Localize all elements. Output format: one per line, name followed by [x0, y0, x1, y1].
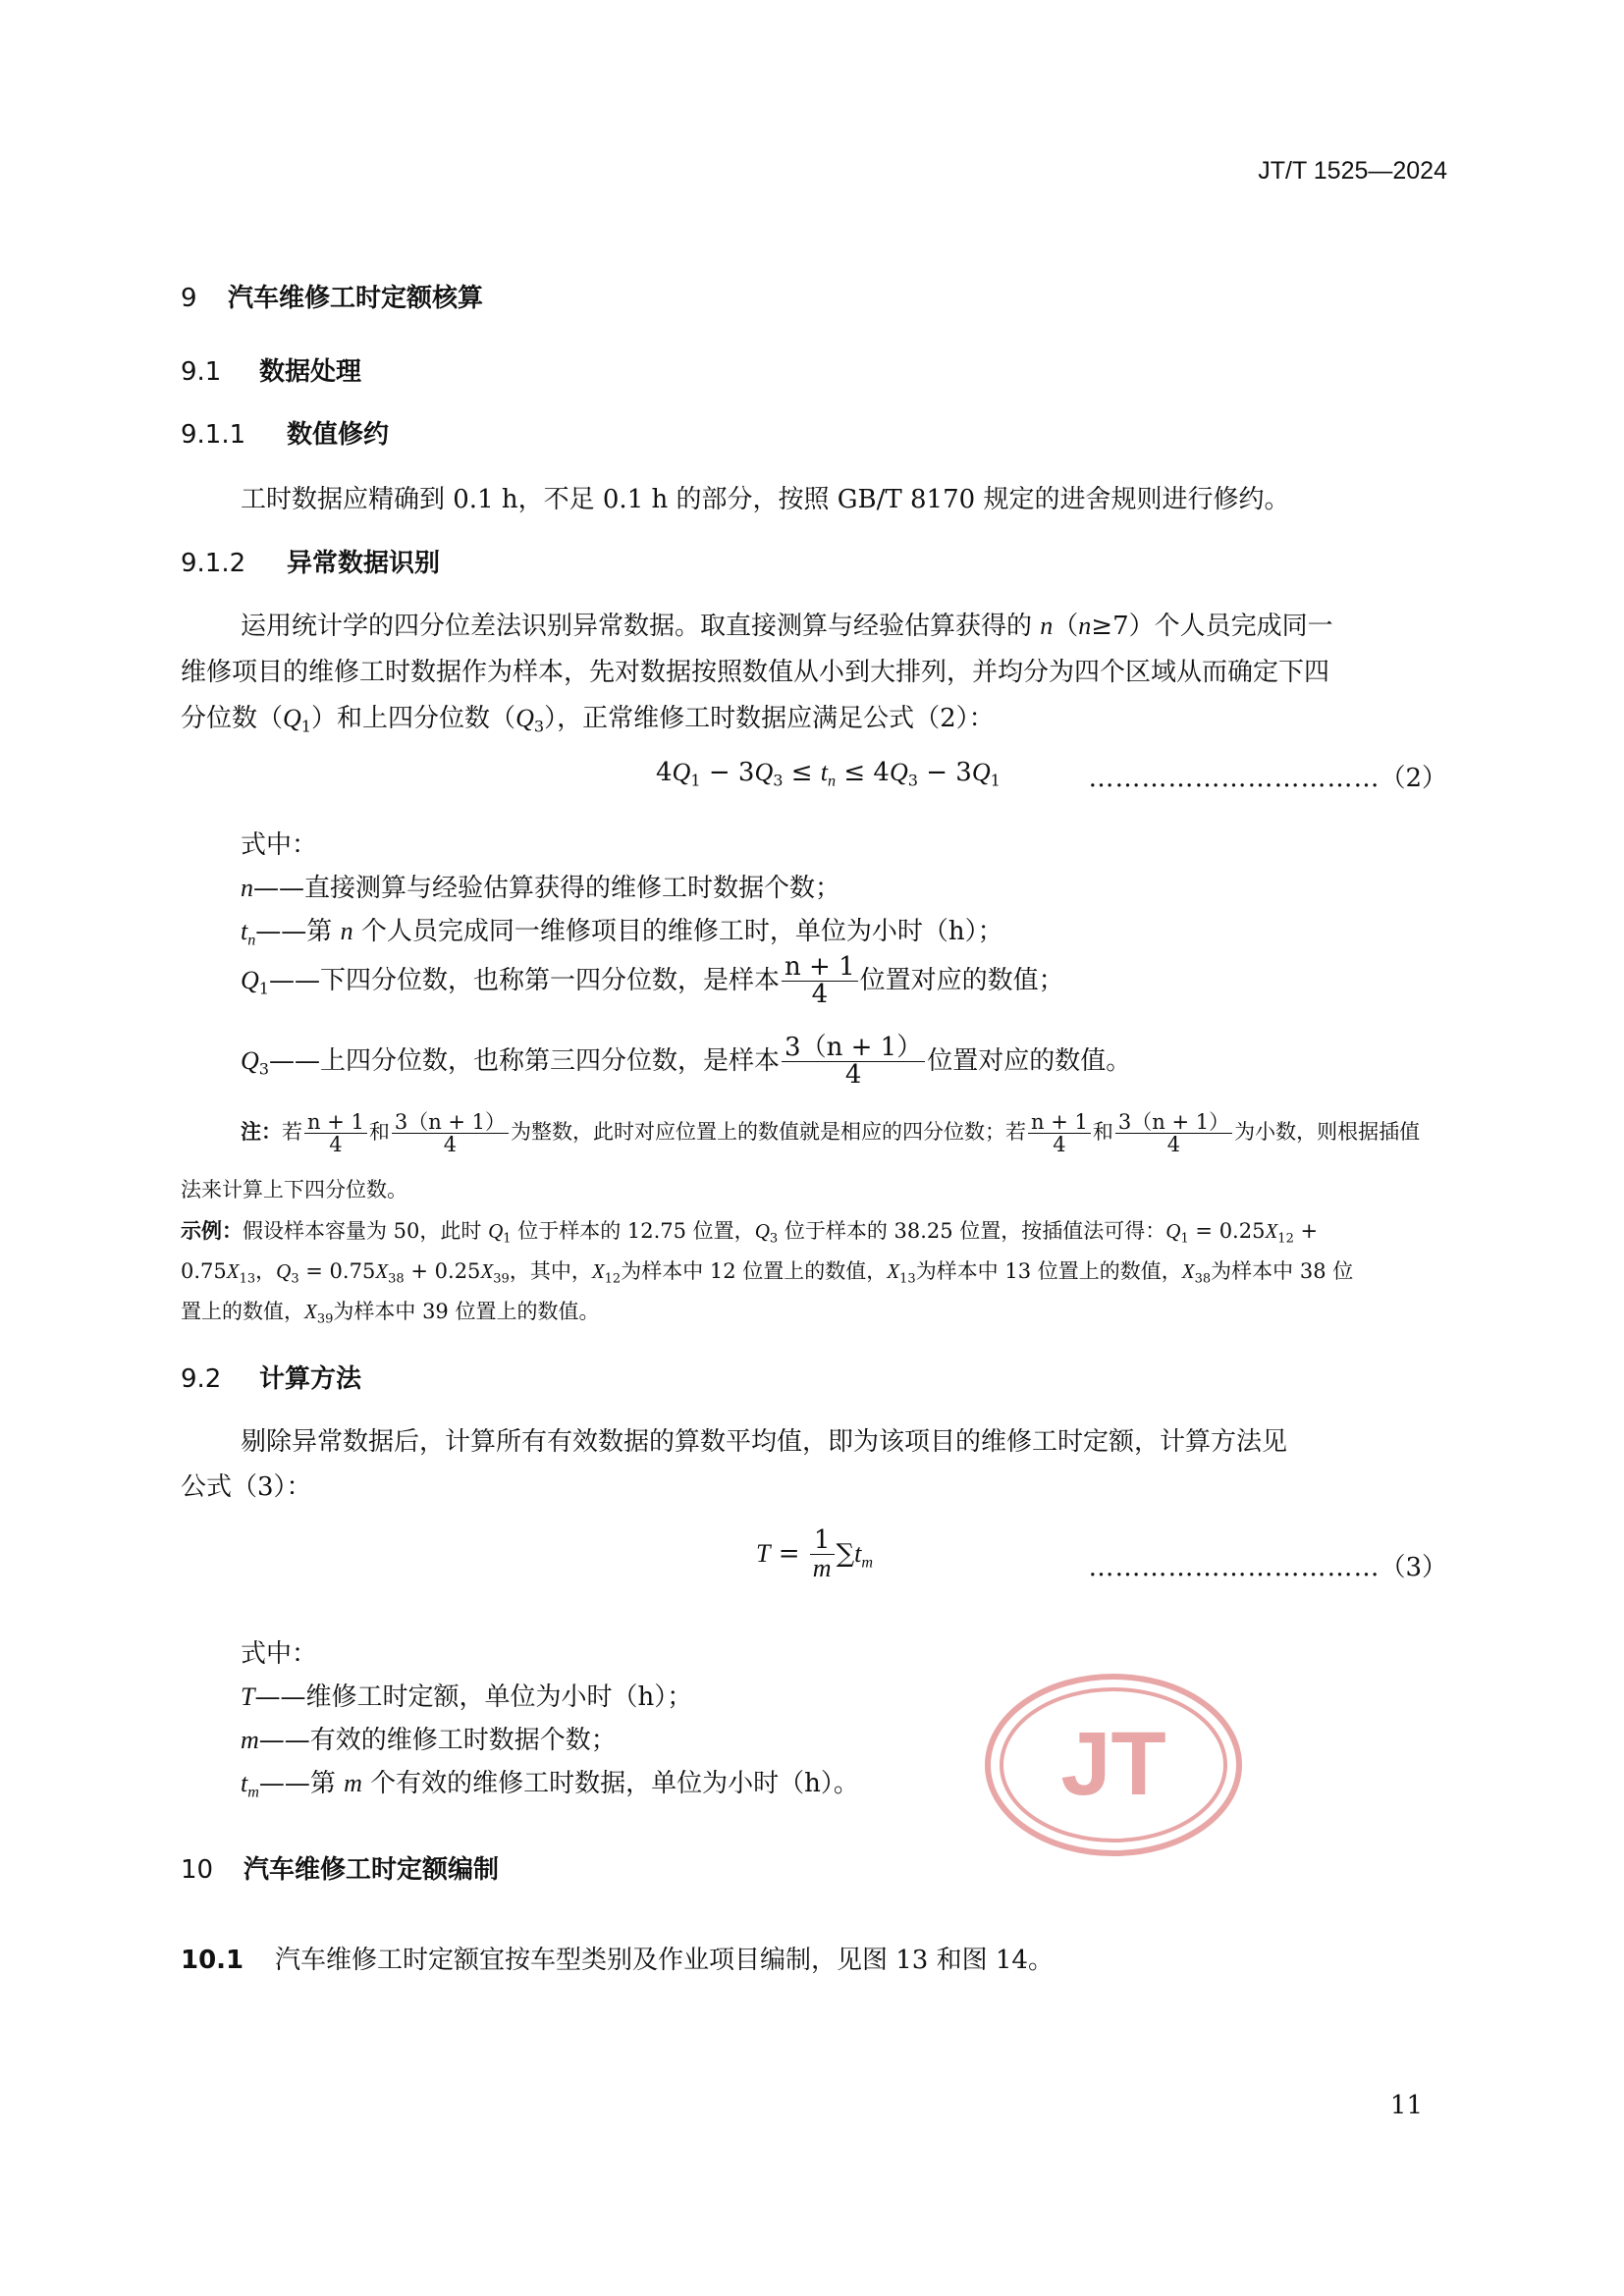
- text: 若: [282, 1120, 302, 1145]
- fraction-numerator: 1: [810, 1527, 835, 1555]
- section-number: 9.2: [181, 1364, 222, 1394]
- text: 位于样本的 38.25 位置，按插值法可得：: [778, 1219, 1166, 1243]
- symbol-q: Q: [754, 758, 774, 786]
- section-title: 数值修约: [287, 420, 390, 450]
- sum-symbol: ∑: [836, 1538, 855, 1569]
- section-number: 10: [181, 1855, 214, 1885]
- symbol-q: Q: [672, 758, 691, 786]
- formula-number: （3）: [1380, 1553, 1447, 1582]
- example-line-3: [181, 1296, 599, 1325]
- fraction: [1115, 1111, 1232, 1155]
- page-number: 11: [1389, 2091, 1423, 2120]
- text: +: [1293, 1219, 1319, 1243]
- leader-dots: ……………………………: [1088, 764, 1380, 793]
- paragraph-9-2-line-1: 剔除异常数据后，计算所有有效数据的算数平均值，即为该项目的维修工时定额，计算方法见: [241, 1427, 1288, 1457]
- definition: ——下四分位数，也称第一四分位数，是样本: [269, 965, 781, 995]
- text: =: [770, 1538, 808, 1569]
- symbol-q: Q: [283, 704, 301, 732]
- section-title: 汽车维修工时定额核算: [228, 284, 484, 313]
- stamp-logo-text: JT: [1060, 1714, 1166, 1814]
- text: ，其中，: [509, 1259, 592, 1283]
- text: = 0.75: [298, 1259, 376, 1283]
- text: 和: [368, 1120, 390, 1145]
- fraction-numerator: 3（n + 1）: [1115, 1111, 1232, 1134]
- text: 位于样本的 12.75 位置，: [511, 1219, 755, 1243]
- section-title: 汽车维修工时定额编制: [244, 1855, 500, 1885]
- subscript: n: [247, 932, 256, 949]
- subscript: 1: [1180, 1231, 1189, 1247]
- subscript: m: [247, 1784, 259, 1801]
- fraction: [810, 1527, 835, 1582]
- symbol-q: Q: [488, 1219, 504, 1243]
- symbol-x: X: [375, 1259, 389, 1283]
- subscript: 13: [239, 1271, 256, 1287]
- definition: ——有效的维修工时数据个数；: [258, 1726, 617, 1755]
- definition: ——第: [255, 917, 341, 946]
- subscript: 1: [690, 771, 701, 790]
- text: 4: [656, 758, 673, 787]
- leader-dots: ……………………………: [1088, 1553, 1380, 1582]
- example-line-2: [181, 1255, 1353, 1285]
- section-number: 9.1.2: [181, 549, 246, 578]
- subscript: 12: [604, 1271, 622, 1287]
- symbol-x: X: [887, 1259, 900, 1283]
- fraction-denominator: 4: [844, 1060, 862, 1091]
- symbol-x: X: [304, 1300, 317, 1323]
- text: − 3: [917, 758, 972, 787]
- symbol-q: Q: [276, 1259, 292, 1283]
- symbol-q: Q: [515, 704, 534, 732]
- symbol-n: n: [1078, 612, 1092, 640]
- section-number: 10.1: [181, 1946, 244, 1975]
- text: 分位数（: [181, 704, 284, 733]
- subscript: 1: [300, 717, 312, 736]
- section-heading-10: [181, 1849, 499, 1886]
- jt-stamp-watermark: [980, 1669, 1247, 1861]
- subscript: 1: [990, 771, 1001, 790]
- definition: ——第: [258, 1769, 345, 1798]
- fraction-numerator: n + 1: [1028, 1111, 1091, 1134]
- symbol-t: t: [241, 1769, 248, 1797]
- note-line-2: 法来计算上下四分位数。: [181, 1178, 407, 1201]
- paragraph-10-1: [181, 1940, 1054, 1976]
- symbol-m: m: [241, 1726, 259, 1754]
- definition: ——直接测算与经验估算获得的维修工时数据个数；: [253, 874, 841, 903]
- text: 为样本中 38 位: [1211, 1259, 1354, 1283]
- note-label: 注：: [241, 1120, 282, 1145]
- symbol-q: Q: [754, 1219, 770, 1243]
- text: 为小数，则根据插值: [1234, 1120, 1421, 1145]
- formula-3: [756, 1527, 873, 1582]
- example-line-1: [181, 1215, 1318, 1245]
- subscript: n: [828, 773, 837, 790]
- text: 0.75: [181, 1259, 227, 1283]
- text: 为样本中 39 位置上的数值。: [333, 1300, 600, 1323]
- symbol-T: T: [241, 1682, 255, 1711]
- definition: 个人员完成同一维修项目的维修工时，单位为小时（h）；: [352, 917, 1003, 946]
- fraction-denominator: 4: [329, 1133, 343, 1157]
- text: ，: [255, 1259, 277, 1283]
- subscript: 3: [258, 1059, 270, 1079]
- fraction-denominator: 4: [811, 980, 829, 1010]
- subscript: 3: [769, 1231, 779, 1247]
- subscript: 39: [493, 1271, 510, 1287]
- text: 为整数，此时对应位置上的数值就是相应的四分位数；若: [511, 1120, 1027, 1145]
- paragraph-9-1-1: 工时数据应精确到 0.1 h，不足 0.1 h 的部分，按照 GB/T 8170 规定的进舍规则进行修约。: [241, 485, 1290, 514]
- symbol-x: X: [591, 1259, 605, 1283]
- text: 假设样本容量为 50，此时: [243, 1219, 489, 1243]
- subscript: 3: [907, 771, 918, 790]
- text: ≥7）个人员完成同一: [1091, 612, 1333, 641]
- fraction: [1028, 1111, 1091, 1155]
- text: （: [1053, 612, 1079, 641]
- formula-2-label: [1088, 758, 1447, 794]
- paragraph-9-2-line-2: 公式（3）：: [181, 1472, 312, 1502]
- symbol-x: X: [226, 1259, 240, 1283]
- text: 为样本中 12 位置上的数值，: [621, 1259, 888, 1283]
- text: ≤: [783, 758, 821, 787]
- section-title: 异常数据识别: [287, 549, 441, 578]
- fraction-numerator: n + 1: [782, 954, 858, 982]
- paragraph-9-1-2-line-3: [181, 698, 995, 734]
- where-item-tn: [241, 911, 1003, 947]
- symbol-x: X: [480, 1259, 494, 1283]
- symbol-n: n: [241, 874, 253, 902]
- section-title: 计算方法: [259, 1364, 362, 1394]
- fraction: [782, 1035, 925, 1090]
- section-number: 9.1.1: [181, 420, 246, 450]
- symbol-x: X: [1181, 1259, 1195, 1283]
- symbol-n: n: [340, 917, 353, 945]
- text: 置上的数值，: [181, 1300, 304, 1323]
- symbol-q: Q: [241, 1045, 259, 1075]
- formula-number: （2）: [1380, 764, 1447, 793]
- section-heading-9-2: [181, 1359, 361, 1395]
- symbol-q: Q: [971, 758, 991, 786]
- definition: 个有效的维修工时数据，单位为小时（h）。: [361, 1769, 859, 1798]
- subscript: 38: [388, 1271, 405, 1287]
- subscript: 38: [1194, 1271, 1212, 1287]
- fraction-denominator: 4: [1053, 1133, 1066, 1157]
- fraction-denominator: 4: [443, 1133, 458, 1157]
- section-heading-9-1-1: [181, 414, 389, 451]
- text: 汽车维修工时定额宜按车型类别及作业项目编制，见图 13 和图 14。: [275, 1946, 1054, 1975]
- where-title: 式中：: [241, 830, 318, 860]
- symbol-x: X: [1265, 1219, 1278, 1243]
- symbol-T: T: [756, 1538, 771, 1568]
- where-item-T: [241, 1677, 692, 1713]
- subscript: 1: [258, 979, 270, 998]
- fraction-numerator: 3（n + 1）: [392, 1111, 509, 1134]
- definition: 位置对应的数值；: [859, 965, 1064, 995]
- where-item-q3: [241, 1035, 1131, 1090]
- section-number: 9: [181, 284, 197, 313]
- where-item-q1: [241, 954, 1064, 1009]
- subscript: 13: [899, 1271, 916, 1287]
- symbol-n: n: [1040, 612, 1054, 640]
- section-title: 数据处理: [259, 357, 362, 387]
- paragraph-9-1-2-line-2: 维修项目的维修工时数据作为样本，先对数据按照数值从小到大排列，并均分为四个区域从而确定下四: [181, 658, 1330, 687]
- fraction-numerator: n + 1: [304, 1111, 367, 1134]
- symbol-q: Q: [889, 758, 908, 786]
- symbol-q: Q: [1165, 1219, 1181, 1243]
- where-title: 式中：: [241, 1639, 318, 1669]
- definition: ——上四分位数，也称第三四分位数，是样本: [269, 1045, 781, 1076]
- symbol-m: m: [344, 1769, 362, 1797]
- subscript: 39: [316, 1311, 334, 1327]
- fraction: [304, 1111, 367, 1155]
- subscript: 3: [773, 771, 784, 790]
- section-number: 9.1: [181, 357, 222, 387]
- fraction: [392, 1111, 509, 1155]
- definition: 位置对应的数值。: [927, 1045, 1132, 1076]
- text: ）和上四分位数（: [311, 704, 516, 733]
- subscript: 12: [1277, 1231, 1294, 1247]
- subscript: m: [861, 1554, 874, 1572]
- where-item-m: [241, 1720, 617, 1756]
- section-heading-9-1-2: [181, 543, 440, 579]
- formula-3-label: [1088, 1547, 1447, 1583]
- text: 为样本中 13 位置上的数值，: [915, 1259, 1182, 1283]
- definition: ——维修工时定额，单位为小时（h）；: [254, 1682, 693, 1712]
- fraction: [782, 954, 858, 1009]
- text: = 0.25: [1188, 1219, 1266, 1243]
- subscript: 3: [291, 1271, 299, 1287]
- text: + 0.25: [404, 1259, 481, 1283]
- subscript: 1: [503, 1231, 512, 1247]
- example-label: 示例：: [181, 1219, 243, 1243]
- symbol-t: t: [241, 917, 248, 945]
- where-item-tm: [241, 1763, 859, 1799]
- where-item-n: [241, 868, 840, 904]
- section-heading-9: [181, 278, 483, 314]
- symbol-t: t: [820, 758, 829, 786]
- formula-2: [656, 758, 1001, 790]
- text: ），正常维修工时数据应满足公式（2）：: [544, 704, 995, 733]
- fraction-denominator: m: [812, 1554, 832, 1583]
- subscript: 3: [533, 717, 545, 736]
- text: ≤ 4: [836, 758, 890, 787]
- document-code: JT/T 1525—2024: [1258, 157, 1447, 185]
- symbol-q: Q: [241, 965, 259, 994]
- note: [241, 1111, 1420, 1155]
- fraction-denominator: 4: [1166, 1133, 1181, 1157]
- text: 运用统计学的四分位差法识别异常数据。取直接测算与经验估算获得的: [241, 612, 1041, 641]
- text: − 3: [700, 758, 755, 787]
- fraction-numerator: 3（n + 1）: [782, 1035, 925, 1062]
- section-heading-9-1: [181, 351, 361, 388]
- paragraph-9-1-2-line-1: [241, 606, 1333, 642]
- text: 和: [1092, 1120, 1113, 1145]
- symbol-t: t: [854, 1538, 862, 1568]
